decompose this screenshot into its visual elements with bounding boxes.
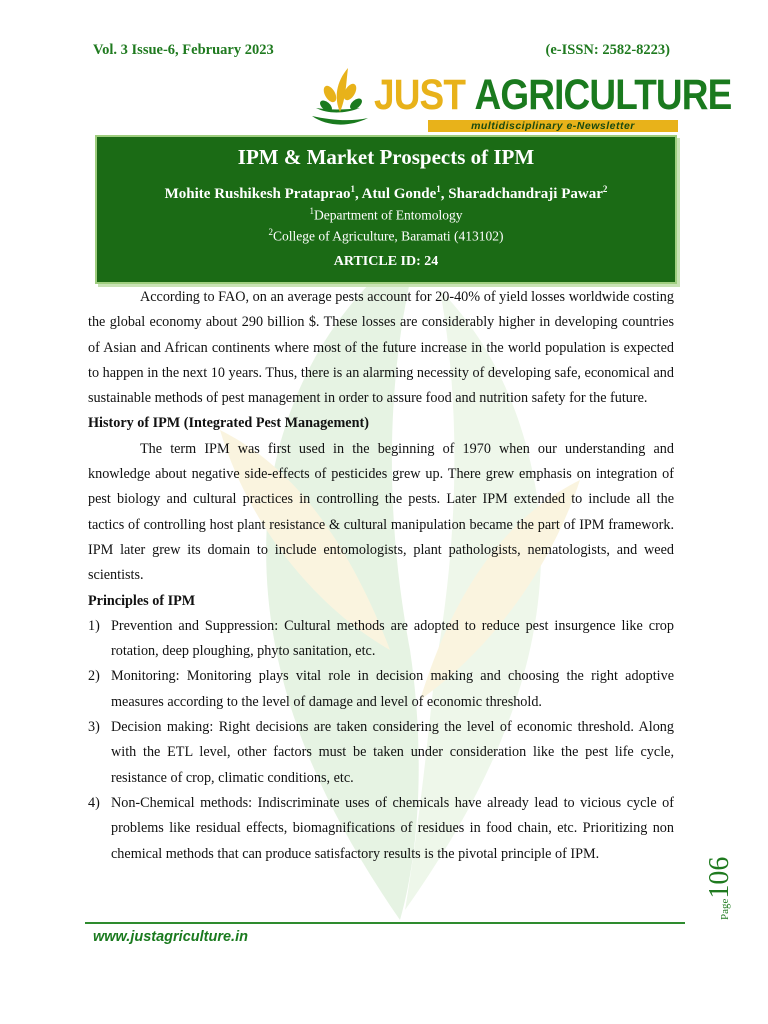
list-number: 3) [88, 719, 100, 736]
author-name: Sharadchandraji Pawar [448, 186, 603, 202]
footer-website-link[interactable]: www.justagriculture.in [93, 929, 248, 945]
article-title-banner [95, 135, 677, 284]
logo-wordmark [374, 72, 731, 118]
just-agriculture-logo [306, 64, 732, 134]
affiliation-sup: 2 [268, 226, 273, 237]
footer-rule [85, 922, 685, 924]
list-number: 1) [88, 617, 100, 634]
list-item [88, 664, 674, 715]
wheat-leaf-icon [306, 64, 374, 134]
list-number: 4) [88, 794, 100, 811]
article-body [88, 285, 674, 867]
author-sup: 2 [602, 184, 608, 194]
list-item [88, 614, 674, 665]
list-text: Non-Chemical methods: Indiscriminate uses of chemicals have already lead to vicious cycle of problems like residual effects, biomagnifications of residues in food chain, etc. Prioritizing non chemical methods that can produce satisfactory results is the pivotal principle of IPM. [111, 794, 674, 862]
affiliation-sup: 1 [309, 206, 315, 216]
affiliation [97, 203, 675, 224]
history-paragraph: The term IPM was first used in the beginning of 1970 when our understanding and knowledge about negative side-effects of pesticides grew up. There grew emphasis on integration of pest biology and cultural practices in controlling the pests. Later IPM extended to include all the tactics of controlling host plant resistance & cultural manipulation became the part of IPM framework. IPM later grew its domain to include entomologists, plant pathologists, nematologists, and weed scientists. [88, 440, 674, 584]
article-id: ARTICLE ID: 24 [333, 254, 439, 269]
logo-word-just: JUST [374, 71, 466, 119]
journal-volume: Vol. 3 Issue-6, February 2023 [93, 42, 274, 58]
list-text: Monitoring: Monitoring plays vital role in decision making and choosing the right adoptive measures according to the level of damage and level of economic threshold. [111, 668, 674, 710]
page-number: 106 [704, 856, 735, 899]
author-separator: , [440, 186, 449, 202]
logo-tagline: multidisciplinary e-Newsletter [428, 120, 678, 132]
affiliation-text: Department of Entomology [314, 207, 463, 223]
author-sup: 1 [436, 184, 441, 194]
author-name: Atul Gonde [361, 186, 437, 202]
list-text: Prevention and Suppression: Cultural methods are adopted to reduce pest insurgence like crop rotation, deep ploughing, phyto sanitation, etc. [111, 617, 674, 660]
author-name: Mohite Rushikesh Prataprao [164, 186, 351, 202]
page-number-block [704, 856, 744, 920]
journal-issn: (e-ISSN: 2582-8223) [545, 42, 670, 58]
affiliation-text: College of Agriculture, Baramati (413102) [272, 228, 504, 243]
list-number: 2) [88, 668, 100, 685]
principles-heading: Principles of IPM [88, 592, 196, 609]
article-authors [97, 184, 675, 203]
article-title: IPM & Market Prospects of IPM [237, 145, 535, 169]
list-item [88, 715, 674, 791]
page-label: Page [719, 898, 731, 920]
affiliation [97, 224, 675, 245]
intro-paragraph: According to FAO, on an average pests account for 20-40% of yield losses worldwide costing the global economy about 290 billion $. These losses are considerably higher in developing countries of Asian and African continents where most of the future increase in the world population is expected to happen in the next 10 years. Thus, there is an alarming necessity of developing safe, economical and sustainable methods of pest management in order to assure food and nutrition safety for the future. [88, 289, 674, 407]
principles-list [88, 614, 674, 867]
logo-word-agriculture: AGRICULTURE [474, 71, 732, 119]
list-text: Decision making: Right decisions are taken considering the level of economic threshold. Along with the ETL level, other factors must be taken under consideration like the pest life cycle, resistance of crop, climatic conditions, etc. [111, 719, 674, 786]
author-separator: , [354, 186, 362, 202]
author-sup: 1 [350, 184, 355, 194]
list-item [88, 791, 674, 867]
history-heading: History of IPM (Integrated Pest Management) [88, 415, 369, 432]
